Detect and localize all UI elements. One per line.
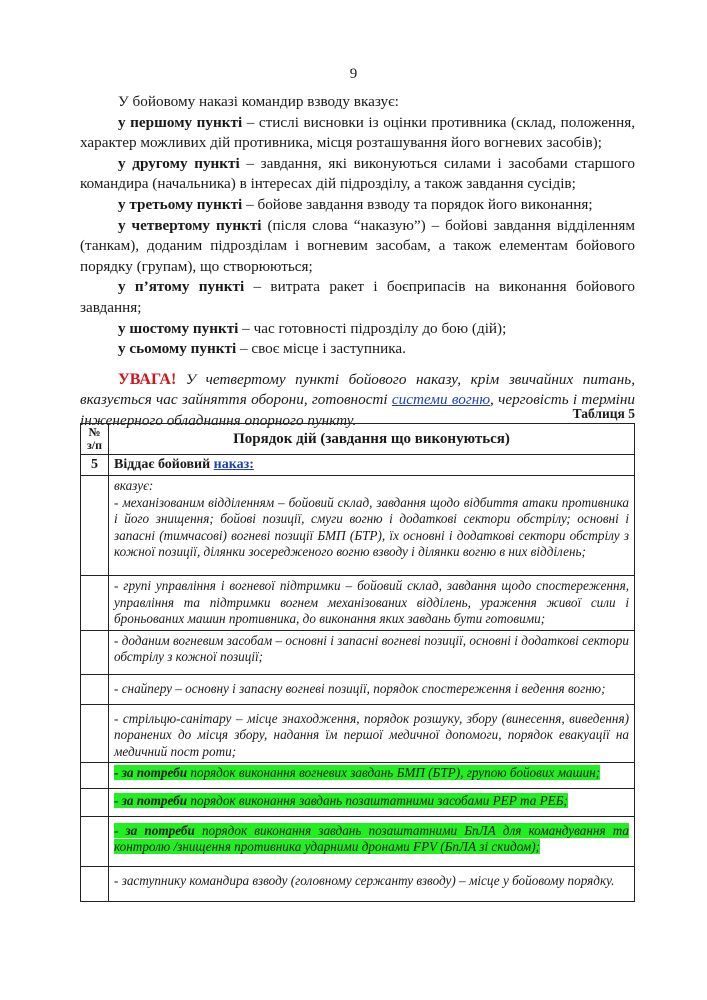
item-lead: у третьому пункті — [118, 195, 243, 213]
document-body — [80, 92, 635, 432]
table-header-row — [81, 424, 635, 455]
item-text: – стислі висновки із оцінки противника (склад, положення, характер можливих дій противника, місця розташування його вогневих засобів); — [80, 113, 635, 152]
row-number-empty — [81, 476, 109, 576]
row-content — [109, 763, 635, 789]
item-lead: у сьомому пункті — [118, 340, 237, 358]
row-content: - заступнику командира взводу (головному сержанту взводу) – місце у бойовому порядку. — [109, 866, 635, 902]
table-row-highlighted — [81, 816, 635, 866]
table-row — [81, 575, 635, 630]
item-lead: у шостому пункті — [118, 319, 239, 337]
attention-text-after: , черговість і терміни інженерного обладнання опорного пункту. — [80, 391, 635, 429]
row-content — [109, 476, 635, 576]
item-text: – своє місце і заступника. — [236, 340, 406, 358]
row-content: - групі управління і вогневої підтримки – бойовий склад, завдання щодо спостереження, управління та підтримки вогнем механізованих відділень, ураження живої сили і броньованих машин противника, до виконання яких завдань бути готовими; — [109, 575, 635, 630]
table-row — [81, 476, 635, 576]
row-number-empty — [81, 763, 109, 789]
highlighted-text — [114, 793, 568, 808]
row-content — [109, 816, 635, 866]
header-num: № з/п — [81, 424, 109, 455]
table-row — [81, 674, 635, 704]
item-paragraph-3 — [80, 195, 635, 216]
table-row-5 — [81, 455, 635, 476]
row-number-empty — [81, 816, 109, 866]
row-content: - доданим вогневим засобам – основні і запасні вогневі позиції, основні і додаткові сектори обстрілу з кожної позиції; — [109, 630, 635, 674]
row-text: порядок виконання завдань позаштатними БпЛА для командування та контролю /знищення противника ударними дронами FPV (БпЛА зі скидом); — [114, 822, 629, 855]
item-lead: у першому пункті — [118, 113, 243, 131]
row-number-empty — [81, 674, 109, 704]
item-paragraph-5 — [80, 277, 635, 318]
row-emphasis: - за потреби — [114, 822, 195, 838]
table-caption: Таблиця 5 — [572, 406, 635, 421]
item-paragraph-4 — [80, 216, 635, 278]
item-paragraph-2 — [80, 154, 635, 195]
item-text: – час готовності підрозділу до бою (дій); — [238, 319, 507, 337]
item-paragraph-6 — [80, 319, 635, 340]
row-text: порядок виконання завдань позаштатними засобами РЕР та РЕБ; — [187, 792, 568, 808]
row-number-empty — [81, 704, 109, 763]
highlighted-text — [114, 765, 600, 780]
intro-paragraph: У бойовому наказі командир взводу вказує: — [118, 93, 399, 110]
row-number-empty — [81, 575, 109, 630]
row-label: вказує: — [114, 478, 154, 493]
order-link[interactable]: наказ: — [213, 457, 254, 472]
item-lead: у четвертому пункті — [118, 216, 262, 234]
attention-text: У четвертому пункті бойового наказу, крім звичайних питань, вказується час зайняття оборони, готовності — [80, 370, 635, 409]
item-text: – витрата ракет і боєприпасів на виконання бойового завдання; — [80, 278, 636, 316]
item-lead: у другому пункті — [118, 154, 240, 172]
item-text: – завдання, які виконуються силами і засобами старшого командира (начальника) в інтересах дій підрозділу, а також завдання сусідів; — [80, 154, 635, 193]
row-5-text: Віддає бойовий — [114, 457, 214, 472]
highlighted-text — [114, 823, 629, 855]
item-text: (після слова “наказую”) – бойові завдання відділенням (танкам), доданим підрозділам і вогневим засобам, а також елементам бойового порядку (групам), що створюються; — [80, 216, 636, 275]
row-emphasis: - за потреби — [114, 792, 188, 808]
table-row-highlighted — [81, 788, 635, 816]
item-lead: у п’ятому пункті — [118, 278, 245, 296]
header-title: Порядок дій (завдання що виконуються) — [109, 424, 635, 455]
row-content — [109, 788, 635, 816]
table-row-highlighted — [81, 763, 635, 789]
item-paragraph-7 — [80, 339, 635, 360]
row-text: порядок виконання вогневих завдань БМП (БТР), групою бойових машин; — [187, 765, 601, 781]
row-emphasis: - за потреби — [114, 765, 188, 781]
page-number: 9 — [349, 66, 358, 82]
attention-label: УВАГА! — [118, 370, 177, 388]
row-number-empty — [81, 866, 109, 902]
table-row — [81, 704, 635, 763]
row-number-empty — [81, 630, 109, 674]
item-paragraph-1 — [80, 113, 635, 154]
row-content: - стрільцю-санітару – місце знаходження, порядок розшуку, збору (винесення, виведення) поранених до місця збору, надання їм першої медичної допомоги, порядок евакуації на медичний пост роти; — [109, 704, 635, 763]
row-5-content — [109, 455, 635, 476]
row-number: 5 — [81, 455, 109, 476]
item-text: – бойове завдання взводу та порядок його виконання; — [242, 195, 593, 213]
table-row — [81, 866, 635, 902]
row-number-empty — [81, 788, 109, 816]
orders-table — [80, 423, 635, 902]
fire-system-link[interactable]: системи вогню — [391, 391, 491, 409]
row-text: - механізованим відділенням – бойовий склад, завдання щодо відбиття атаки противника і його знищення; бойові позиції, смуги вогню і додаткові сектори обстрілу; основні і запасні (тимчасові) вогневі позиції БМП (БТР), їх основні і додаткові сектори обстрілу з кожної позиції, ділянки зосередженого вогню взводу і ділянки вогню в них відділень; — [114, 494, 629, 560]
row-content: - снайперу – основну і запасну вогневі позиції, порядок спостереження і ведення вогню; — [109, 674, 635, 704]
table-row — [81, 630, 635, 674]
